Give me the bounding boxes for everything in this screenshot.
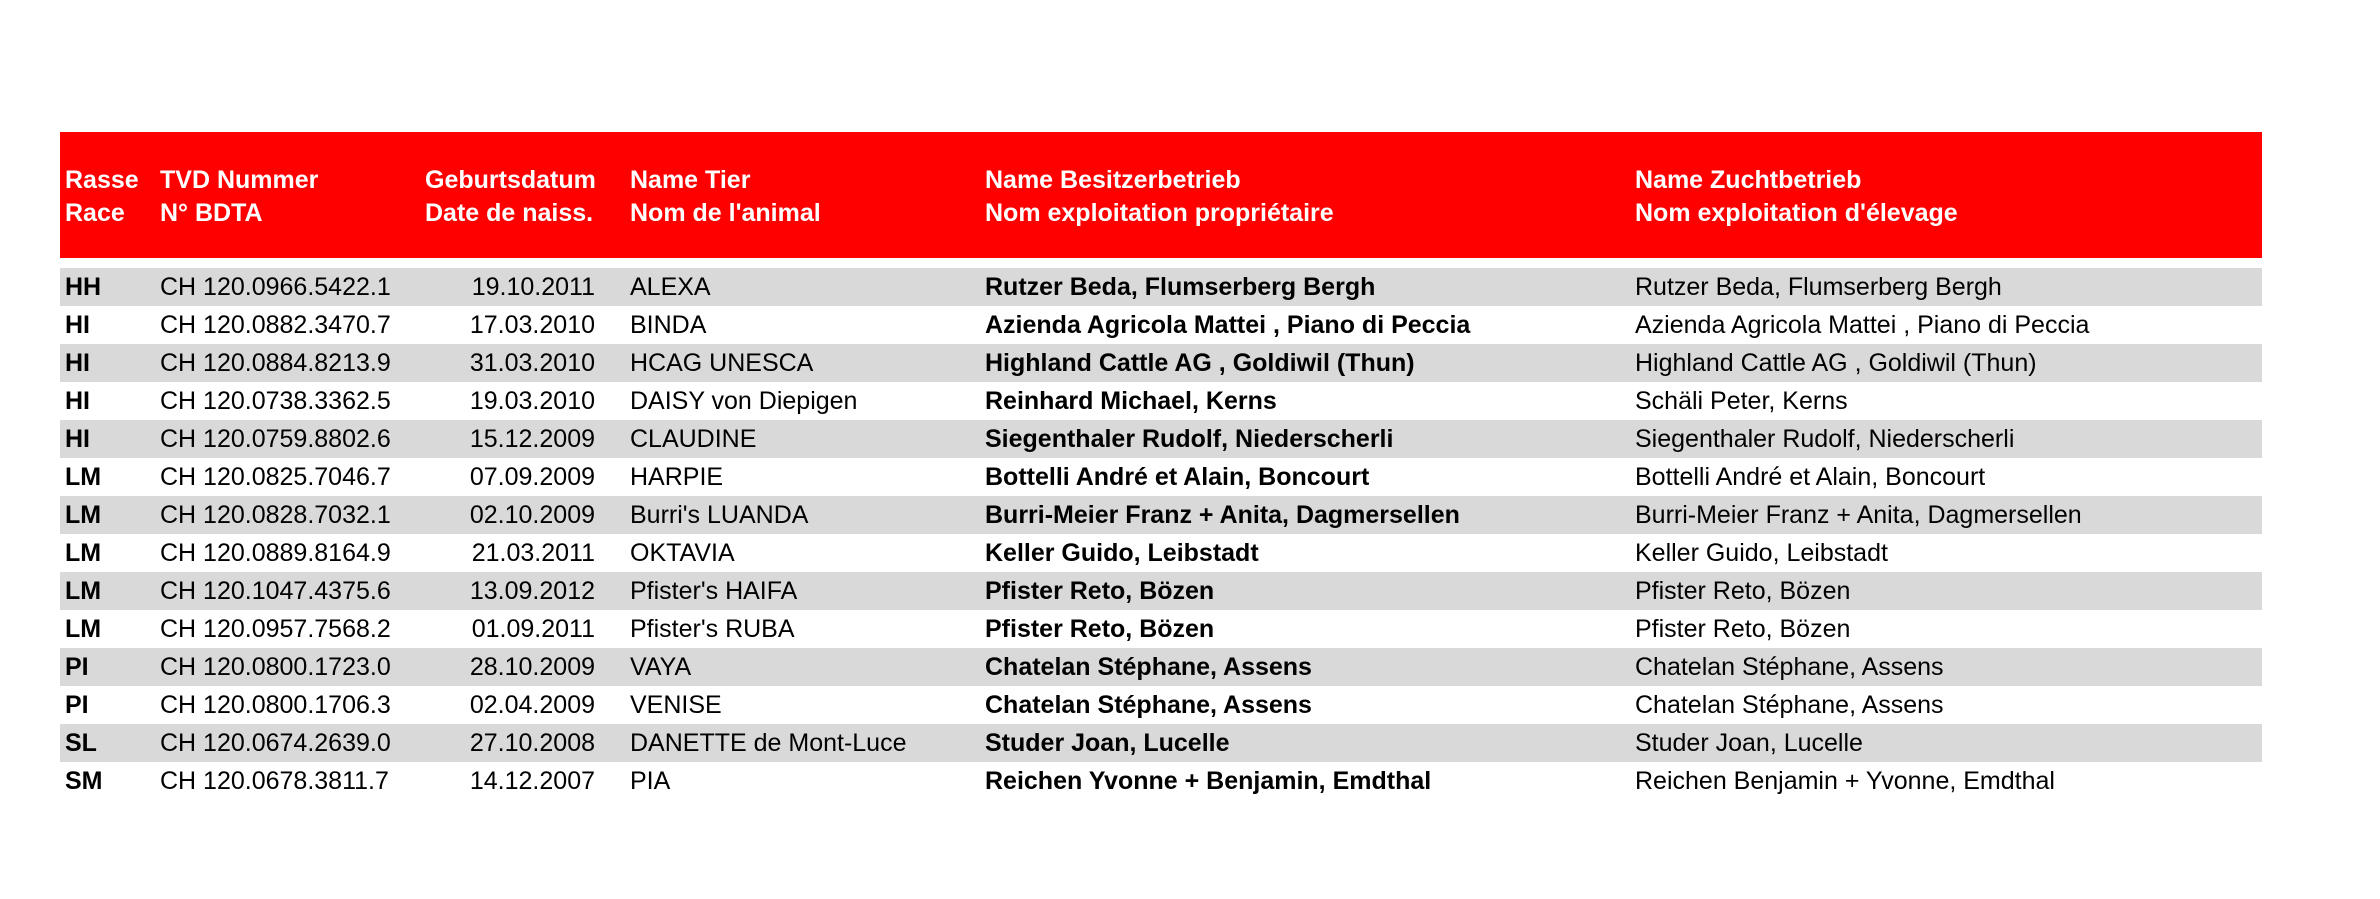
cell-breeder: Chatelan Stéphane, Assens [1630,686,2262,724]
header-animal-name: Name Tier Nom de l'animal [625,132,980,258]
header-race: Rasse Race [60,132,155,258]
cell-birth: 15.12.2009 [420,420,625,458]
cell-race: LM [60,534,155,572]
header-breeder-farm: Name Zuchtbetrieb Nom exploitation d'élevage [1630,132,2262,258]
cell-tvd: CH 120.0882.3470.7 [155,306,420,344]
cell-owner: Chatelan Stéphane, Assens [980,648,1630,686]
cell-birth: 13.09.2012 [420,572,625,610]
cell-name: HCAG UNESCA [625,344,980,382]
cell-owner: Chatelan Stéphane, Assens [980,686,1630,724]
cell-name: Burri's LUANDA [625,496,980,534]
cell-tvd: CH 120.0966.5422.1 [155,268,420,306]
cell-breeder: Burri-Meier Franz + Anita, Dagmersellen [1630,496,2262,534]
cell-name: HARPIE [625,458,980,496]
table-row [60,686,2262,724]
cell-race: SM [60,762,155,800]
cell-name: Pfister's RUBA [625,610,980,648]
cell-birth: 07.09.2009 [420,458,625,496]
cell-owner: Bottelli André et Alain, Boncourt [980,458,1630,496]
cell-tvd: CH 120.1047.4375.6 [155,572,420,610]
table-row [60,306,2262,344]
cell-race: LM [60,496,155,534]
cell-birth: 17.03.2010 [420,306,625,344]
cell-owner: Reichen Yvonne + Benjamin, Emdthal [980,762,1630,800]
cell-breeder: Highland Cattle AG , Goldiwil (Thun) [1630,344,2262,382]
cell-race: HH [60,268,155,306]
cell-owner: Burri-Meier Franz + Anita, Dagmersellen [980,496,1630,534]
cell-birth: 28.10.2009 [420,648,625,686]
cell-tvd: CH 120.0828.7032.1 [155,496,420,534]
cell-breeder: Pfister Reto, Bözen [1630,572,2262,610]
table-row [60,496,2262,534]
cell-race: HI [60,382,155,420]
cell-breeder: Studer Joan, Lucelle [1630,724,2262,762]
cell-name: PIA [625,762,980,800]
cell-owner: Azienda Agricola Mattei , Piano di Peccia [980,306,1630,344]
cell-name: BINDA [625,306,980,344]
cell-race: SL [60,724,155,762]
cell-birth: 21.03.2011 [420,534,625,572]
cell-breeder: Reichen Benjamin + Yvonne, Emdthal [1630,762,2262,800]
table-row [60,344,2262,382]
cell-birth: 01.09.2011 [420,610,625,648]
table-body [60,268,2262,800]
cell-breeder: Rutzer Beda, Flumserberg Bergh [1630,268,2262,306]
table-header-row [60,132,2262,258]
cell-breeder: Azienda Agricola Mattei , Piano di Peccia [1630,306,2262,344]
cell-name: OKTAVIA [625,534,980,572]
header-owner-farm: Name Besitzerbetrieb Nom exploitation propriétaire [980,132,1630,258]
table-row [60,268,2262,306]
table-row [60,420,2262,458]
cell-tvd: CH 120.0825.7046.7 [155,458,420,496]
table-row [60,648,2262,686]
header-birth-date: Geburtsdatum Date de naiss. [420,132,625,258]
cell-owner: Studer Joan, Lucelle [980,724,1630,762]
cell-breeder: Schäli Peter, Kerns [1630,382,2262,420]
cell-tvd: CH 120.0889.8164.9 [155,534,420,572]
table-row [60,762,2262,800]
cell-tvd: CH 120.0678.3811.7 [155,762,420,800]
header-tvd-number: TVD Nummer N° BDTA [155,132,420,258]
table-row [60,534,2262,572]
cell-tvd: CH 120.0957.7568.2 [155,610,420,648]
cell-tvd: CH 120.0738.3362.5 [155,382,420,420]
table-row [60,382,2262,420]
cell-tvd: CH 120.0800.1723.0 [155,648,420,686]
cell-owner: Highland Cattle AG , Goldiwil (Thun) [980,344,1630,382]
cell-breeder: Keller Guido, Leibstadt [1630,534,2262,572]
cell-name: VAYA [625,648,980,686]
cell-name: Pfister's HAIFA [625,572,980,610]
header-spacer [60,258,2262,268]
cell-birth: 14.12.2007 [420,762,625,800]
cell-race: LM [60,572,155,610]
cell-birth: 19.03.2010 [420,382,625,420]
table-row [60,572,2262,610]
cell-name: CLAUDINE [625,420,980,458]
cell-owner: Pfister Reto, Bözen [980,610,1630,648]
cell-owner: Siegenthaler Rudolf, Niederscherli [980,420,1630,458]
cell-birth: 19.10.2011 [420,268,625,306]
cell-breeder: Bottelli André et Alain, Boncourt [1630,458,2262,496]
cell-race: LM [60,610,155,648]
cell-owner: Pfister Reto, Bözen [980,572,1630,610]
cell-name: DAISY von Diepigen [625,382,980,420]
cell-tvd: CH 120.0759.8802.6 [155,420,420,458]
cell-name: ALEXA [625,268,980,306]
cell-name: DANETTE de Mont-Luce [625,724,980,762]
cell-owner: Rutzer Beda, Flumserberg Bergh [980,268,1630,306]
table-row [60,610,2262,648]
cell-race: PI [60,648,155,686]
cell-race: HI [60,420,155,458]
animal-list-sheet [60,132,2262,800]
cell-breeder: Siegenthaler Rudolf, Niederscherli [1630,420,2262,458]
cell-owner: Keller Guido, Leibstadt [980,534,1630,572]
cell-birth: 02.04.2009 [420,686,625,724]
cell-breeder: Pfister Reto, Bözen [1630,610,2262,648]
animal-table [60,132,2262,800]
cell-tvd: CH 120.0884.8213.9 [155,344,420,382]
table-row [60,458,2262,496]
cell-tvd: CH 120.0674.2639.0 [155,724,420,762]
table-row [60,724,2262,762]
cell-race: HI [60,306,155,344]
cell-birth: 31.03.2010 [420,344,625,382]
cell-race: LM [60,458,155,496]
cell-race: PI [60,686,155,724]
cell-breeder: Chatelan Stéphane, Assens [1630,648,2262,686]
cell-name: VENISE [625,686,980,724]
cell-birth: 02.10.2009 [420,496,625,534]
cell-owner: Reinhard Michael, Kerns [980,382,1630,420]
cell-birth: 27.10.2008 [420,724,625,762]
cell-race: HI [60,344,155,382]
cell-tvd: CH 120.0800.1706.3 [155,686,420,724]
